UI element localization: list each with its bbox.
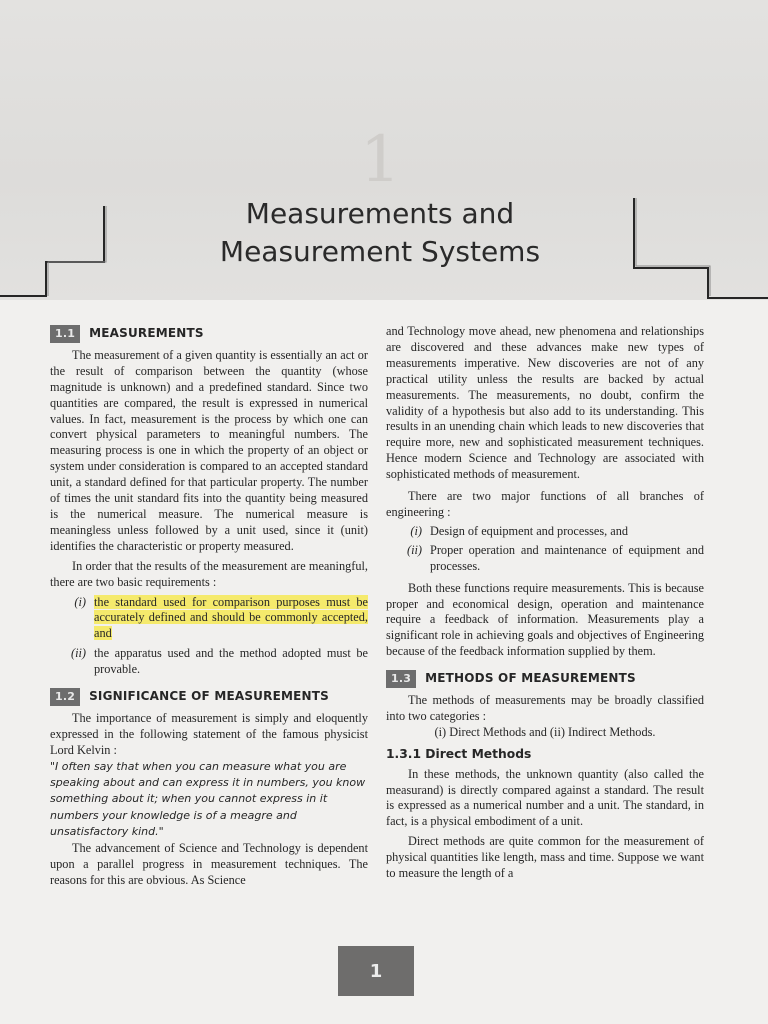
list-item-text: Proper operation and maintenance of equipment and processes. (430, 542, 704, 573)
section-title: MEASUREMENTS (89, 326, 204, 340)
list-marker: (i) (74, 594, 86, 609)
right-column (386, 324, 704, 882)
paragraph: The methods of measurements may be broadly classified into two categories : (386, 693, 704, 723)
chapter-title-line-1: Measurements and (245, 197, 515, 230)
list-marker: (ii) (70, 646, 86, 661)
highlighted-text: the standard used for comparison purposes must be accurately defined and should be commonly accepted, and (94, 594, 368, 641)
paragraph: There are two major functions of all branches of engineering : (386, 489, 704, 519)
section-number-badge: 1.2 (50, 688, 80, 706)
list-item (386, 524, 704, 540)
list-marker: (i) (410, 523, 422, 538)
section-number-badge: 1.3 (386, 670, 416, 688)
section-number-badge: 1.1 (50, 325, 80, 343)
list-item-text: Design of equipment and processes, and (430, 523, 629, 538)
kelvin-quote: "I often say that when you can measure what you are speaking about and can express it in numbers, you know something about it; when you cannot express in it numbers your knowledge is of a meagre and unsatisfactory kind." (50, 759, 366, 839)
list-item (50, 595, 368, 643)
subsection-heading-direct-methods: 1.3.1 Direct Methods (386, 746, 532, 761)
paragraph: In these methods, the unknown quantity (also called the measurand) is directly compared against a standard. The result is expressed as a numerical number and a unit. The standard, in fact, is a physical embodiment of a unit. (386, 766, 704, 829)
functions-list (386, 524, 704, 575)
list-marker: (ii) (406, 542, 422, 557)
chapter-number: 1 (360, 123, 401, 197)
chapter-title (150, 195, 610, 271)
paragraph: In order that the results of the measurement are meaningful, there are two basic requirements : (50, 558, 368, 589)
method-categories: (i) Direct Methods and (ii) Indirect Methods. (434, 724, 656, 739)
section-heading-measurements (50, 325, 368, 343)
chapter-title-line-2: Measurement Systems (219, 235, 541, 268)
paragraph: The importance of measurement is simply and eloquently expressed in the following statement of the famous physicist Lord Kelvin : (50, 710, 368, 757)
paragraph: Both these functions require measurements. This is because proper and economical design, operation and maintenance require a feedback of information. Measurements play a significant role in achieving goals and objectives of Engineering because of the feedback information supplied by them. (386, 580, 704, 659)
list-item (386, 543, 704, 575)
section-heading-methods (386, 670, 704, 688)
list-item-text: the apparatus used and the method adopted must be provable. (94, 646, 368, 677)
section-title: METHODS OF MEASUREMENTS (425, 671, 636, 686)
page-number: 1 (338, 946, 414, 996)
left-column (50, 322, 368, 888)
section-title: SIGNIFICANCE OF MEASUREMENTS (89, 689, 329, 704)
list-item-text (94, 595, 368, 643)
paragraph: and Technology move ahead, new phenomena and relationships are discovered and these advances make new types of measurements imperative. New discoveries are not of any practical utility unless the results are backed by actual measurements. The measurements, no doubt, confirm the validity of a hypothesis but also add to its understanding. This results in an unending chain which leads to new discoveries that require more, new and sophisticated measurement techniques. Hence modern Science and Technology are associated with sophisticated methods of measurement. (386, 324, 704, 482)
list-item (50, 646, 368, 678)
paragraph: The measurement of a given quantity is essentially an act or the result of comparison between the quantity (whose magnitude is unknown) and a predefined standard. Since two quantities are compared, the result is expressed in numerical values. In fact, measurement is the process by which one can convert physical parameters to meaningful numbers. The measuring process is one in which the property of an object or system under consideration is compared to an accepted standard unit, a standard defined for that particular property. The number of times the unit standard fits into the quantity being measured is the numerical measure. The numerical measure is meaningless unless followed by a unit used, since it (unit) identifies the characteristic or property measured. (50, 347, 368, 553)
paragraph: Direct methods are quite common for the measurement of physical quantities like length, mass and time. Suppose we want to measure the length of a (386, 834, 704, 881)
paragraph: The advancement of Science and Technology is dependent upon a parallel progress in measurement techniques. The reasons for this are obvious. As Science (50, 840, 368, 887)
section-heading-significance (50, 688, 368, 706)
